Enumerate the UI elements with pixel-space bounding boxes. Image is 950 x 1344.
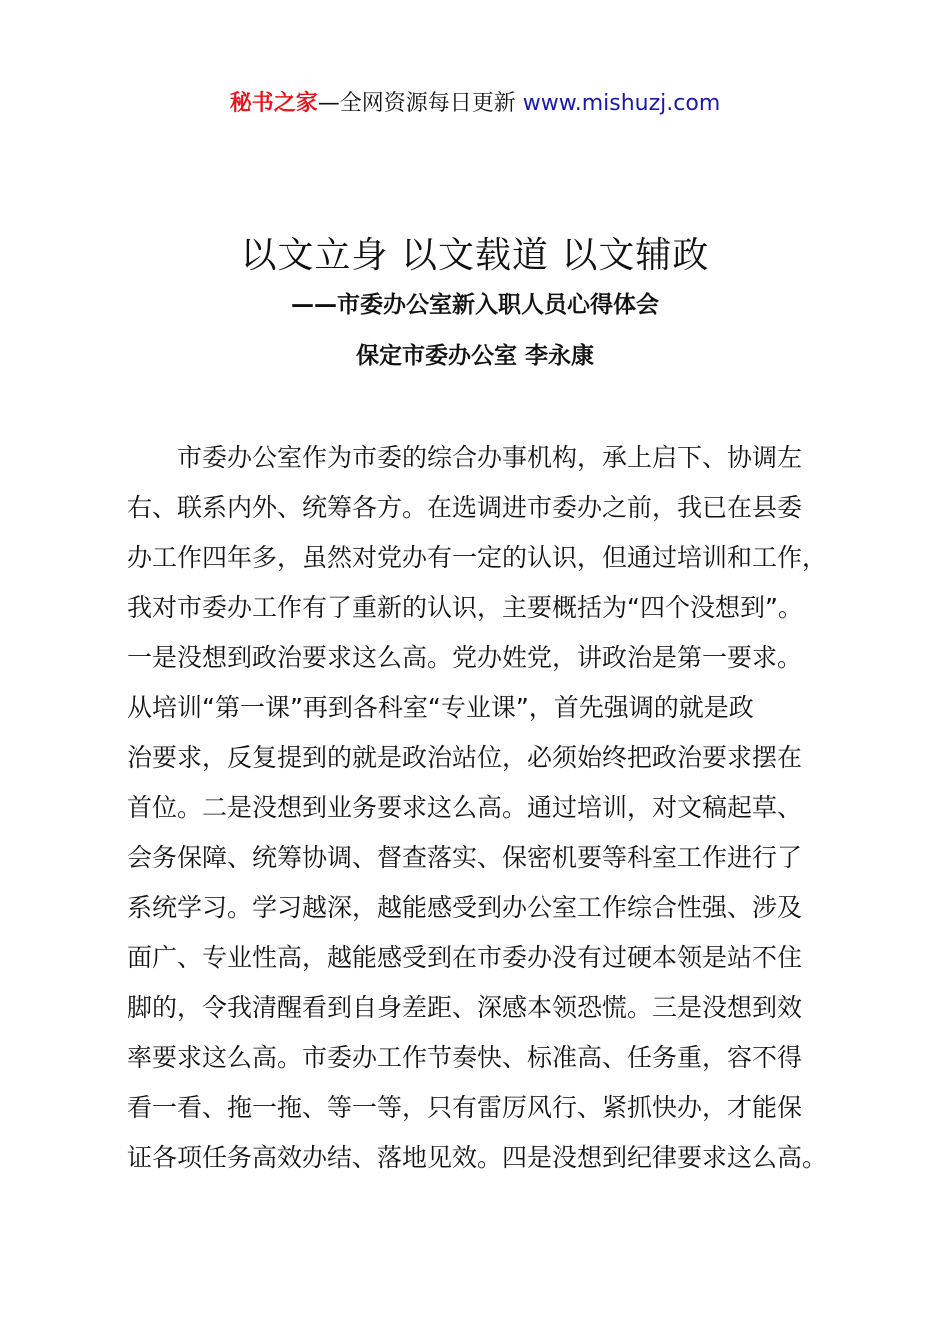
site-url-link[interactable]: www.mishuzj.com	[522, 91, 721, 116]
paragraph-line: 办工作四年多，虽然对党办有一定的认识，但通过培训和工作，	[127, 543, 828, 572]
paragraph-line: 证各项任务高效办结、落地见效。四是没想到纪律要求这么高。	[127, 1143, 828, 1172]
paragraph-line: 首位。二是没想到业务要求这么高。通过培训，对文稿起草、	[127, 793, 803, 822]
paragraph-line: 我对市委办工作有了重新的认识，主要概括为“四个没想到”。	[127, 593, 803, 622]
site-header	[0, 88, 950, 120]
paragraph-line: 从培训“第一课”再到各科室“专业课”，首先强调的就是政	[127, 693, 754, 722]
paragraph-line: 一是没想到政治要求这么高。党办姓党，讲政治是第一要求。	[127, 643, 803, 672]
paragraph-line: 脚的，令我清醒看到自身差距、深感本领恐慌。三是没想到效	[127, 993, 803, 1022]
paragraph-line: 率要求这么高。市委办工作节奏快、标准高、任务重，容不得	[127, 1043, 803, 1072]
body-paragraph	[127, 433, 839, 1183]
paragraph-line: 系统学习。学习越深，越能感受到办公室工作综合性强、涉及	[127, 893, 803, 922]
brand-name: 秘书之家	[229, 91, 318, 116]
document-title: 以文立身 以文载道 以文辅政	[240, 235, 710, 276]
header-tagline: —全网资源每日更新	[317, 91, 516, 116]
paragraph-line: 治要求，反复提到的就是政治站位，必须始终把政治要求摆在	[127, 743, 803, 772]
paragraph-line: 市委办公室作为市委的综合办事机构，承上启下、协调左	[177, 443, 803, 472]
document-subtitle: ——市委办公室新入职人员心得体会	[291, 292, 659, 318]
paragraph-line: 会务保障、统筹协调、督查落实、保密机要等科室工作进行了	[127, 843, 803, 872]
document-author: 保定市委办公室 李永康	[355, 343, 594, 369]
paragraph-line: 看一看、拖一拖、等一等，只有雷厉风行、紧抓快办，才能保	[127, 1093, 803, 1122]
paragraph-line: 面广、专业性高，越能感受到在市委办没有过硬本领是站不住	[127, 943, 803, 972]
paragraph-line: 右、联系内外、统筹各方。在选调进市委办之前，我已在县委	[127, 493, 803, 522]
